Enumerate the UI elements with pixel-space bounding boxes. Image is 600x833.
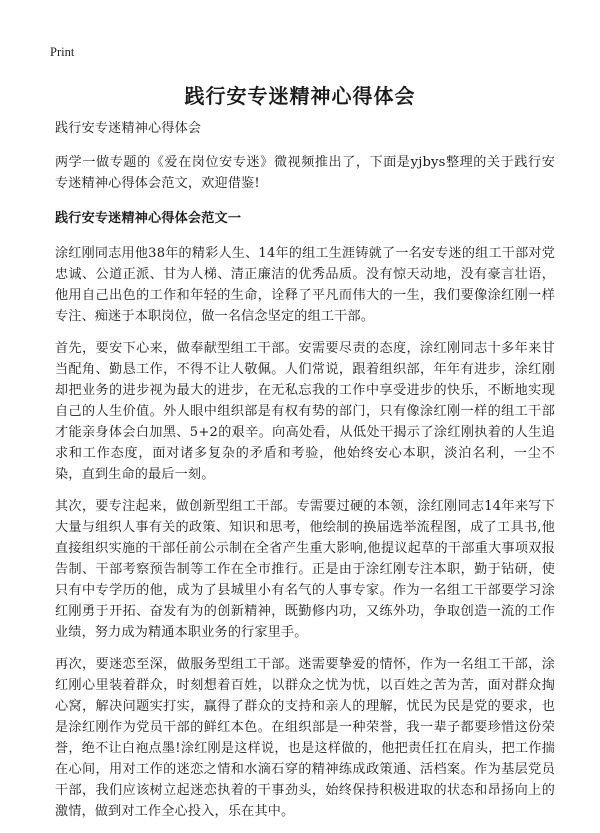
article-subtitle: 践行安专迷精神心得体会 (55, 121, 202, 136)
section-heading: 践行安专迷精神心得体会范文一 (55, 211, 242, 226)
body-paragraph-3: 其次，要专注起来，做创新型组工干部。专需要过硬的本领，涂红刚同志14年来写下大量与组织人事有关的政策、知识和思考，他绘制的换届选举流程图，成了工具书,他直接组织实施的干部任前公示制在全省产生重大影响,他提议起草的干部重大事项双报告制、干部考察预告制等工作在全市推行。正是由于涂红刚专注本职，勤于钻研，使只有中专学历的他，成为了县城里小有名气的人事专家。作为一名组工干部要学习涂红刚勇于开拓、奋发有为的创新精神，既勤修内功，又练外功，争取创造一流的工作业绩，努力成为精通本职业务的行家里手。 (55, 499, 555, 640)
article-body (55, 118, 555, 833)
body-paragraph-1: 涂红刚同志用他38年的精彩人生、14年的组工生涯铸就了一名安专迷的组工干部对党忠诚、公道正派、甘为人梯、清正廉洁的优秀品质。没有惊天动地，没有豪言壮语，他用自己出色的工作和年轻的生命，诠释了平凡而伟大的一生，我们要像涂红刚一样专注、痴迷于本职岗位，做一名信念坚定的组工干部。 (55, 246, 555, 324)
body-paragraph-2: 首先，要安下心来，做奉献型组工干部。安需要尽责的态度，涂红刚同志十多年来甘当配角、勤恳工作，不得不让人敬佩。人们常说，跟着组织部，年年有进步，涂红刚却把业务的进步视为最大的进步，在无私忘我的工作中享受进步的快乐，不断地实现自己的人生价值。外人眼中组织部是有权有势的部门，只有像涂红刚一样的组工干部才能亲身体会白加黑、5+2的艰辛。向高处看，从低处干揭示了涂红刚执着的人生追求和工作态度，面对诸多复杂的矛盾和考验，他始终安心本职，淡泊名利，一尘不染，直到生命的最后一刻。 (55, 341, 555, 482)
print-link[interactable]: Print (50, 45, 75, 59)
intro-paragraph: 两学一做专题的《爱在岗位安专迷》微视频推出了，下面是yjbys整理的关于践行安专迷精神心得体会范文，欢迎借鉴! (55, 155, 555, 191)
page-title: 践行安专迷精神心得体会 (184, 84, 416, 108)
body-paragraph-4: 再次，要迷恋至深，做服务型组工干部。迷需要挚爱的情怀，作为一名组工干部，涂红刚心里装着群众，时刻想着百姓，以群众之忧为忧，以百姓之苦为苦，面对群众掏心窝，解决问题实打实，赢得了群众的支持和亲人的理解，忧民为民是党的要求，也是涂红刚作为党员干部的鲜红本色。在组织部是一种荣誉，我一辈子都要珍惜这份荣誉，绝不让白袍点墨!涂红刚是这样说，也是这样做的，他把责任扛在肩头，把工作揣在心间，用对工作的迷恋之情和水滴石穿的精神练成政策通、活档案。作为基层党员干部，我们应该树立起迷恋执着的干事劲头，始终保持积极进取的状态和昂扬向上的激情，做到对工作全心投入，乐在其中。 (55, 657, 555, 819)
